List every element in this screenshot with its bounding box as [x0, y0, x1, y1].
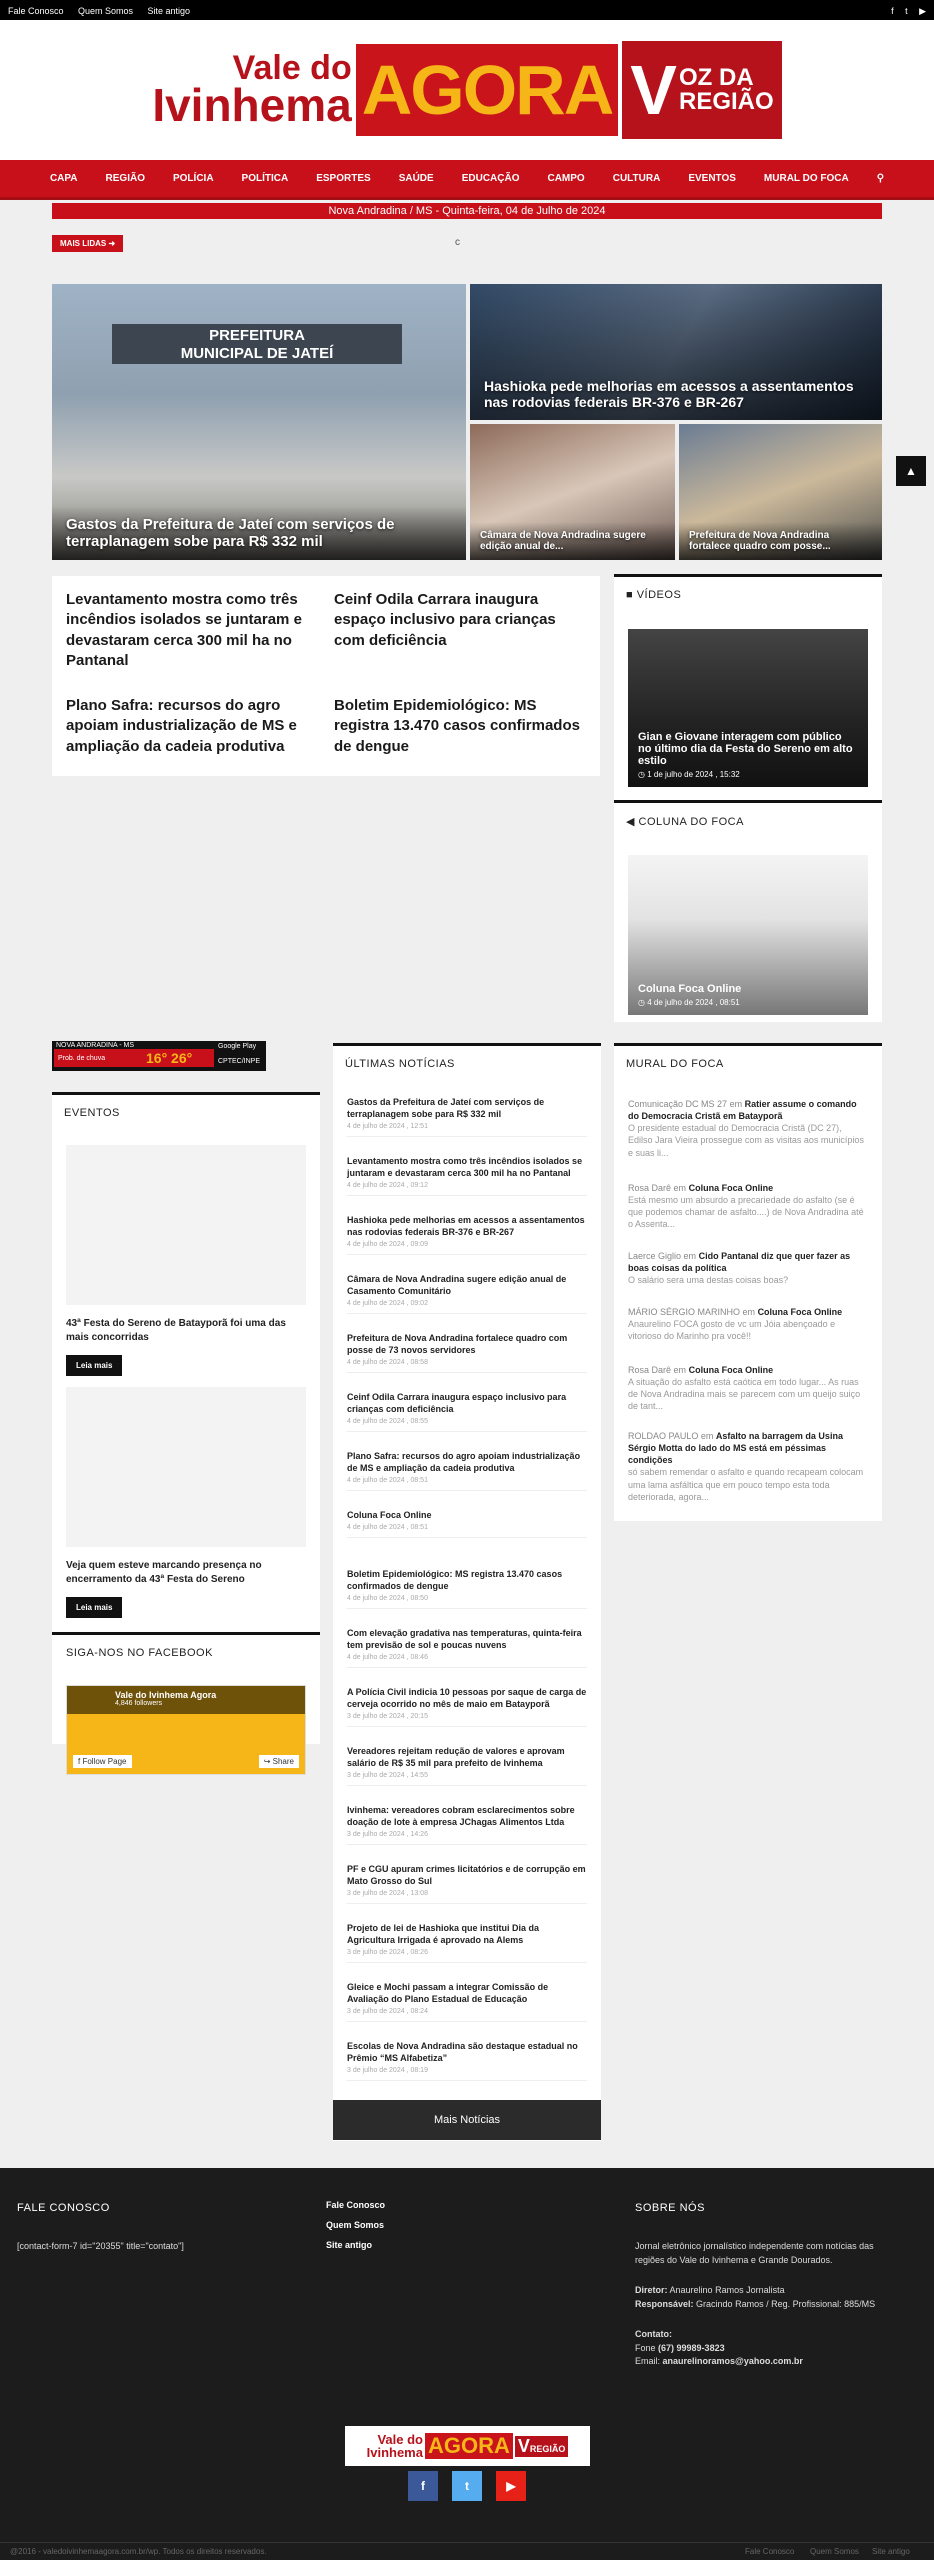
mural-excerpt: A situação do asfalto está caótica em todo lugar... As ruas de Nova Andradina mais se parecem com um queijo suiço de tant... [628, 1377, 861, 1412]
copyright: @2016 - valedoivinhemaagora.com.br/wp. Todos os direitos reservados. [10, 2547, 267, 2556]
search-icon[interactable]: ⚲ [876, 173, 885, 184]
footer-contact-shortcode: [contact-form-7 id="20355" title="contato"] [17, 2241, 184, 2251]
latest-news-title[interactable]: Projeto de lei de Hashioka que institui Dia da Agricultura Irrigada é aprovado na Alems [347, 1923, 540, 1946]
divider [347, 1136, 587, 1137]
latest-news-date: 4 de julho de 2024 , 08:55 [347, 1418, 428, 1426]
top-bar [0, 0, 934, 20]
nav-item-saude[interactable]: SAÚDE [398, 173, 434, 184]
mural-excerpt: Está mesmo um absurdo a precariedade do asfalto (se é que podemos chamar de asfalto....) de Nova Andradina até o Assenta... [628, 1195, 864, 1230]
latest-news-title[interactable]: Ivinhema: vereadores cobram esclarecimentos sobre doação de lote à empresa JChagas Alimentos Ltda [347, 1805, 575, 1828]
footer-email [635, 2355, 895, 2369]
footer-email-label: Email: [635, 2356, 661, 2366]
hero-main-title[interactable]: Gastos da Prefeitura de Jateí com serviços de terraplanagem sobe para R$ 332 mil [52, 506, 466, 560]
video-date [638, 770, 858, 779]
nav-item-capa[interactable]: CAPA [49, 173, 78, 184]
nav-item-educacao[interactable]: EDUCAÇÃO [461, 173, 520, 184]
footer-logo-regiao: REGIÃO [529, 2443, 566, 2454]
building-sign-line1: PREFEITURA [209, 327, 305, 344]
clock-icon: ◷ [638, 998, 645, 1007]
footer-twitter-icon[interactable]: t [452, 2471, 482, 2501]
logo-line1: Vale do [232, 49, 352, 87]
divider [347, 1844, 587, 1845]
latest-news-date: 3 de julho de 2024 , 08:26 [347, 1949, 428, 1957]
footer-responsible [635, 2298, 895, 2312]
latest-news-date: 4 de julho de 2024 , 08:50 [347, 1595, 428, 1603]
news-grid-item[interactable]: Boletim Epidemiológico: MS registra 13.470 casos confirmados de dengue [334, 697, 580, 755]
divider [347, 1313, 587, 1314]
chevron-up-icon: ▲ [905, 464, 917, 478]
event-image[interactable] [66, 1387, 306, 1547]
footer-logo-line2: Ivinhema [366, 2445, 423, 2460]
facebook-follow-label: Follow Page [82, 1757, 127, 1766]
latest-news-title[interactable]: Vereadores rejeitam redução de valores e aprovam salário de R$ 35 mil para prefeito de Ivinhema [347, 1746, 565, 1769]
hero-top-right-title[interactable]: Hashioka pede melhorias em acessos a assentamentos nas rodovias federais BR-376 e BR-267 [470, 284, 882, 420]
news-grid-item[interactable]: Ceinf Odila Carrara inaugura espaço inclusivo para crianças com deficiência [334, 591, 556, 649]
mural-excerpt: O presidente estadual do Democracia Cristã (DC 27), Edilso Jara Vieira prossegue com as visitas aos municípios e suas li... [628, 1123, 864, 1158]
hero-main-tile[interactable] [52, 284, 466, 560]
mural-item [628, 1364, 868, 1413]
mural-author: Comunicação DC MS 27 [628, 1099, 728, 1109]
mural-author: MÁRIO SÉRGIO MARINHO [628, 1307, 741, 1317]
more-news-button[interactable]: Mais Notícias [333, 2100, 601, 2140]
latest-news-title[interactable]: Boletim Epidemiológico: MS registra 13.470 casos confirmados de dengue [347, 1569, 563, 1592]
loading-spinner-icon: c [455, 237, 460, 248]
latest-news-date: 3 de julho de 2024 , 14:55 [347, 1772, 428, 1780]
mural-on: em [729, 1099, 743, 1109]
footer-phone-label: Fone [635, 2342, 656, 2353]
latest-news-title[interactable]: Escolas de Nova Andradina são destaque estadual no Prêmio “MS Alfabetiza” [347, 2041, 578, 2064]
videos-heading-label: VÍDEOS [636, 589, 682, 601]
facebook-icon: f [78, 1757, 81, 1766]
main-nav [0, 160, 934, 200]
footer-logo-agora: AGORA [425, 2433, 513, 2459]
footer-fale-heading: FALE CONOSCO [17, 2202, 110, 2214]
video-camera-icon: ■ [626, 589, 634, 601]
footer-link-site-antigo[interactable]: Site antigo [326, 2240, 373, 2250]
arrow-icon: ➜ [108, 239, 116, 248]
latest-news-date: 3 de julho de 2024 , 13:08 [347, 1890, 428, 1898]
latest-news-date: 4 de julho de 2024 , 09:12 [347, 1182, 428, 1190]
mural-excerpt: só sabem remendar o asfalto e quando recapeam colocam uma lama asfáltica que em pouco tempo esta toda deteriorada, agora... [628, 1467, 864, 1502]
facebook-panel [52, 1632, 320, 1766]
mural-item [628, 1250, 868, 1286]
latest-news-item[interactable] [347, 1273, 587, 1314]
mural-on: em [673, 1183, 687, 1193]
footer-logo-line1: Vale do [377, 2432, 423, 2447]
nav-item-esportes[interactable]: ESPORTES [316, 173, 371, 184]
coluna-thumbnail[interactable] [628, 855, 868, 1015]
video-thumbnail[interactable] [628, 629, 868, 787]
clock-icon: ◷ [638, 770, 645, 779]
divider [347, 1667, 587, 1668]
latest-news-title[interactable]: Prefeitura de Nova Andradina fortalece quadro com posse de 73 novos servidores [347, 1333, 568, 1356]
news-grid [52, 576, 600, 776]
nav-item-eventos[interactable]: EVENTOS [688, 173, 736, 184]
mais-lidas-label: MAIS LIDAS [60, 239, 107, 248]
mural-excerpt: Anaurelino FOCA gosto de vc um Jóia abençoado e vitorioso do Marinho pra você!! [628, 1319, 836, 1342]
footer-link-quem-somos[interactable]: Quem Somos [326, 2220, 385, 2230]
latest-news-item[interactable] [347, 1509, 587, 1538]
latest-news-title[interactable]: A Polícia Civil indicia 10 pessoas por saque de carga de cerveja ocorrido no mês de maio em Batayporã [347, 1687, 587, 1710]
latest-news-item[interactable] [347, 1214, 587, 1255]
latest-news-title[interactable]: Hashioka pede melhorias em acessos a assentamentos nas rodovias federais BR-376 e BR-267 [347, 1215, 585, 1238]
event-title[interactable]: 43ª Festa do Sereno de Batayporã foi uma das mais concorridas [66, 1318, 286, 1343]
event-image[interactable] [66, 1145, 306, 1305]
bottom-link-site-antigo[interactable]: Site antigo [872, 2547, 910, 2556]
latest-news-title[interactable]: Coluna Foca Online [347, 1510, 432, 1520]
divider [347, 2080, 587, 2081]
mural-topic[interactable]: Coluna Foca Online [688, 1365, 774, 1375]
facebook-share-label: Share [272, 1757, 294, 1766]
mural-on: em [700, 1431, 714, 1441]
footer-about-text: Jornal eletrônico jornalístico independente com notícias das regiões do Vale do Ivinhema e Grande Dourados. [635, 2241, 874, 2265]
footer-staff [635, 2284, 895, 2311]
latest-news-date: 3 de julho de 2024 , 08:19 [347, 2067, 428, 2075]
latest-news-item[interactable] [347, 1686, 587, 1727]
hero-grid [52, 284, 882, 560]
latest-news-item[interactable] [347, 1863, 587, 1904]
hero-bottom-left-tile[interactable] [470, 424, 675, 560]
latest-news-title[interactable]: Plano Safra: recursos do agro apoiam industrialização de MS e ampliação da cadeia produtiva [347, 1451, 581, 1474]
footer-phone [635, 2342, 895, 2356]
facebook-page-header [67, 1686, 305, 1714]
nav-item-campo[interactable]: CAMPO [547, 173, 585, 184]
weather-brand: CPTEC/INPE [218, 1058, 261, 1065]
header-logo-area [0, 20, 934, 160]
logo-voz-da-regiao [622, 41, 781, 139]
facebook-page-box[interactable] [66, 1685, 306, 1775]
footer-email-address[interactable]: anaurelinoramos@yahoo.com.br [662, 2356, 803, 2366]
latest-news-item[interactable] [347, 2040, 587, 2081]
footer [0, 2168, 934, 2542]
footer-director-label: Diretor: [635, 2285, 668, 2295]
mais-lidas-button[interactable] [52, 235, 123, 252]
top-link-site-antigo[interactable]: Site antigo [147, 6, 190, 16]
mural-excerpt: O salário sera uma destas coisas boas? [628, 1275, 789, 1286]
latest-news-title[interactable]: Ceinf Odila Carrara inaugura espaço inclusivo para crianças com deficiência [347, 1392, 567, 1415]
latest-news-item[interactable] [347, 1922, 587, 1963]
facebook-follow-button[interactable] [73, 1755, 132, 1768]
mural-heading: MURAL DO FOCA [626, 1058, 724, 1070]
latest-news-item[interactable] [347, 1804, 587, 1845]
divider [347, 1903, 587, 1904]
mural-item [628, 1098, 868, 1159]
latest-news-title[interactable]: Gastos da Prefeitura de Jateí com serviços de terraplanagem sobe para R$ 332 mil [347, 1097, 545, 1120]
video-title[interactable]: Gian e Giovane interagem com público no último dia da Festa do Sereno em alto estilo [638, 731, 853, 767]
footer-logo-voz [515, 2436, 569, 2457]
latest-news-date: 4 de julho de 2024 , 09:02 [347, 1300, 428, 1308]
latest-news-item[interactable] [347, 1096, 587, 1137]
hero-top-right-tile[interactable] [470, 284, 882, 420]
logo-agora: AGORA [356, 44, 619, 136]
latest-news-date: 4 de julho de 2024 , 08:51 [347, 1524, 428, 1532]
latest-news-date: 3 de julho de 2024 , 20:15 [347, 1713, 428, 1721]
logo-regiao: REGIÃO [679, 88, 774, 115]
footer-director [635, 2284, 895, 2298]
latest-news-item[interactable] [347, 1155, 587, 1196]
footer-logo-left [367, 2433, 423, 2459]
divider [347, 1372, 587, 1373]
mural-on: em [742, 1307, 756, 1317]
latest-news-date: 3 de julho de 2024 , 08:24 [347, 2008, 428, 2016]
latest-news-title[interactable]: Levantamento mostra como três incêndios isolados se juntaram e devastaram cerca 300 mil ha no Pantanal [347, 1156, 583, 1179]
divider [347, 1195, 587, 1196]
nav-item-regiao[interactable]: REGIÃO [105, 173, 145, 184]
mural-item [628, 1430, 868, 1503]
logo-v: V [630, 51, 677, 129]
footer-contact-label [635, 2328, 895, 2342]
latest-news-item[interactable] [347, 1568, 587, 1609]
video-date-text: 1 de julho de 2024 , 15:32 [647, 770, 740, 779]
coluna-heading [614, 803, 882, 828]
divider [347, 1490, 587, 1491]
mural-topic[interactable]: Coluna Foca Online [688, 1183, 774, 1193]
date-bar-wrap [0, 203, 934, 219]
weather-city: NOVA ANDRADINA - MS [56, 1042, 135, 1049]
footer-logo-v: V [517, 2435, 530, 2456]
footer-contact [635, 2328, 895, 2369]
youtube-icon[interactable]: ▶ [919, 6, 926, 16]
videos-panel [614, 574, 882, 800]
mural-item [628, 1182, 868, 1231]
latest-news-date: 3 de julho de 2024 , 14:26 [347, 1831, 428, 1839]
footer-phone-number: (67) 99989-3823 [658, 2342, 725, 2353]
footer-responsible-label: Responsável: [635, 2298, 694, 2309]
event-title[interactable]: Veja quem esteve marcando presença no encerramento da 43ª Festa do Sereno [66, 1560, 262, 1585]
bottom-bar [0, 2542, 934, 2560]
weather-temp: 16° 26° [146, 1050, 193, 1066]
latest-news-date: 4 de julho de 2024 , 09:09 [347, 1241, 428, 1249]
latest-news-item[interactable] [347, 1745, 587, 1786]
divider [347, 1537, 587, 1538]
facebook-icon[interactable]: f [891, 6, 894, 16]
facebook-page-name[interactable]: Vale do Ivinhema Agora [115, 1690, 217, 1700]
latest-news-date: 4 de julho de 2024 , 12:51 [347, 1123, 428, 1131]
building-sign [112, 324, 402, 364]
latest-news-title[interactable]: Câmara de Nova Andradina sugere edição anual de Casamento Comunitário [347, 1274, 567, 1297]
latest-news-item[interactable] [347, 1981, 587, 2022]
nav-item-mural-do-foca[interactable]: MURAL DO FOCA [763, 173, 849, 184]
bottom-link-fale-conosco[interactable]: Fale Conosco [745, 2547, 795, 2556]
footer-responsible-name: Gracindo Ramos / Reg. Profissional: 885/MS [696, 2298, 876, 2309]
footer-youtube-icon[interactable]: ▶ [496, 2471, 526, 2501]
news-grid-item[interactable]: Plano Safra: recursos do agro apoiam industrialização de MS e ampliação da cadeia produtiva [66, 697, 297, 755]
mais-lidas-row [0, 219, 934, 269]
facebook-followers: 4,846 followers [115, 1700, 163, 1707]
mural-on: em [673, 1365, 687, 1375]
logo-voz: OZ DA [679, 64, 754, 91]
latest-news-item[interactable] [347, 1332, 587, 1373]
coluna-heading-label: COLUNA DO FOCA [638, 816, 744, 828]
top-links [8, 1, 200, 19]
footer-sobre-heading: SOBRE NÓS [635, 2202, 705, 2214]
coluna-date [638, 998, 858, 1007]
nav-item-cultura[interactable]: CULTURA [612, 173, 661, 184]
nav-item-policia[interactable]: POLÍCIA [172, 173, 214, 184]
ultimas-noticias-panel [333, 1043, 601, 2141]
divider [347, 2021, 587, 2022]
divider [347, 1254, 587, 1255]
footer-link-fale-conosco[interactable]: Fale Conosco [326, 2200, 386, 2210]
latest-news-date: 4 de julho de 2024 , 08:51 [347, 1477, 428, 1485]
divider [347, 1785, 587, 1786]
mural-item [628, 1306, 868, 1342]
coluna-title[interactable]: Coluna Foca Online [638, 983, 742, 995]
hero-bottom-right-title[interactable]: Prefeitura de Nova Andradina fortalece quadro com posse... [679, 522, 882, 560]
weather-rain: Prob. de chuva [58, 1055, 106, 1062]
coluna-date-text: 4 de julho de 2024 , 08:51 [647, 998, 740, 1007]
divider [347, 1962, 587, 1963]
share-icon: ↪ [263, 1757, 271, 1766]
mural-on: em [683, 1251, 697, 1261]
hero-bottom-left-title[interactable]: Câmara de Nova Andradina sugere edição anual de... [470, 522, 675, 560]
top-link-fale-conosco[interactable]: Fale Conosco [8, 6, 64, 16]
bottom-link-quem-somos[interactable]: Quem Somos [810, 2547, 859, 2556]
coluna-panel [614, 800, 882, 1022]
latest-news-title[interactable]: Gleice e Mochi passam a integrar Comissão de Avaliação do Plano Estadual de Educação [347, 1982, 549, 2005]
divider [347, 1726, 587, 1727]
date-bar: Nova Andradina / MS - Quinta-feira, 04 de Julho de 2024 [52, 203, 882, 219]
read-more-button[interactable]: Leia mais [66, 1355, 122, 1376]
nav-item-politica[interactable]: POLÍTICA [241, 173, 289, 184]
scroll-to-top-button[interactable] [896, 456, 926, 486]
divider [347, 1431, 587, 1432]
videos-heading [614, 577, 882, 601]
eventos-panel [52, 1092, 320, 1632]
read-more-button[interactable]: Leia mais [66, 1597, 122, 1618]
footer-contact-heading: Contato: [635, 2329, 672, 2339]
logo-voz-text [679, 66, 774, 114]
ultimas-heading: ÚLTIMAS NOTÍCIAS [345, 1058, 455, 1070]
latest-news-date: 4 de julho de 2024 , 08:46 [347, 1654, 428, 1662]
mural-topic[interactable]: Coluna Foca Online [757, 1307, 843, 1317]
latest-news-title[interactable]: PF e CGU apuram crimes licitatórios e de corrupção em Mato Grosso do Sul [347, 1864, 586, 1887]
twitter-icon[interactable]: t [905, 6, 908, 16]
news-grid-item[interactable]: Levantamento mostra como três incêndios isolados se juntaram e devastaram cerca 300 mil ha no Pantanal [66, 591, 302, 669]
facebook-heading: SIGA-NOS NO FACEBOOK [66, 1647, 213, 1659]
latest-news-item[interactable] [347, 1391, 587, 1432]
footer-facebook-icon[interactable]: f [408, 2471, 438, 2501]
latest-news-item[interactable] [347, 1627, 587, 1668]
video-caption [638, 731, 858, 779]
megaphone-icon: ◀ [626, 816, 635, 828]
logo-text-left [152, 49, 352, 132]
latest-news-item[interactable] [347, 1450, 587, 1491]
logo-line2: Ivinhema [152, 79, 352, 132]
latest-news-date: 4 de julho de 2024 , 08:58 [347, 1359, 428, 1367]
top-link-quem-somos[interactable]: Quem Somos [77, 6, 134, 16]
mural-panel [614, 1043, 882, 1521]
mural-topic[interactable]: Cido Pantanal diz que quer fazer as boas coisas da política [628, 1251, 851, 1274]
mural-author: Rosa Darê [628, 1365, 672, 1375]
divider [347, 1608, 587, 1609]
footer-logo[interactable] [345, 2426, 590, 2466]
eventos-heading: EVENTOS [64, 1107, 120, 1119]
mural-topic[interactable]: Ratier assume o comando do Democracia Cristã em Batayporã [628, 1099, 857, 1122]
footer-director-name: Anaurelino Ramos Jornalista [669, 2285, 785, 2295]
mural-topic[interactable]: Asfalto na barragem da Usina Sérgio Motta do lado do MS está em péssimas condições [628, 1431, 843, 1466]
building-sign-line2: MUNICIPAL DE JATEÍ [180, 345, 334, 362]
top-social [884, 1, 926, 19]
mural-author: Laerce Giglio [628, 1251, 682, 1261]
site-logo[interactable] [152, 41, 781, 139]
hero-bottom-right-tile[interactable] [679, 424, 882, 560]
weather-store: Google Play [218, 1043, 257, 1050]
mural-author: Rosa Darê [628, 1183, 672, 1193]
coluna-caption [638, 983, 858, 1007]
weather-widget[interactable] [52, 1041, 266, 1071]
mural-author: ROLDAO PAULO [628, 1431, 699, 1441]
latest-news-title[interactable]: Com elevação gradativa nas temperaturas, quinta-feira tem previsão de sol e poucas nuvens [347, 1628, 582, 1651]
facebook-share-button[interactable] [259, 1755, 299, 1768]
